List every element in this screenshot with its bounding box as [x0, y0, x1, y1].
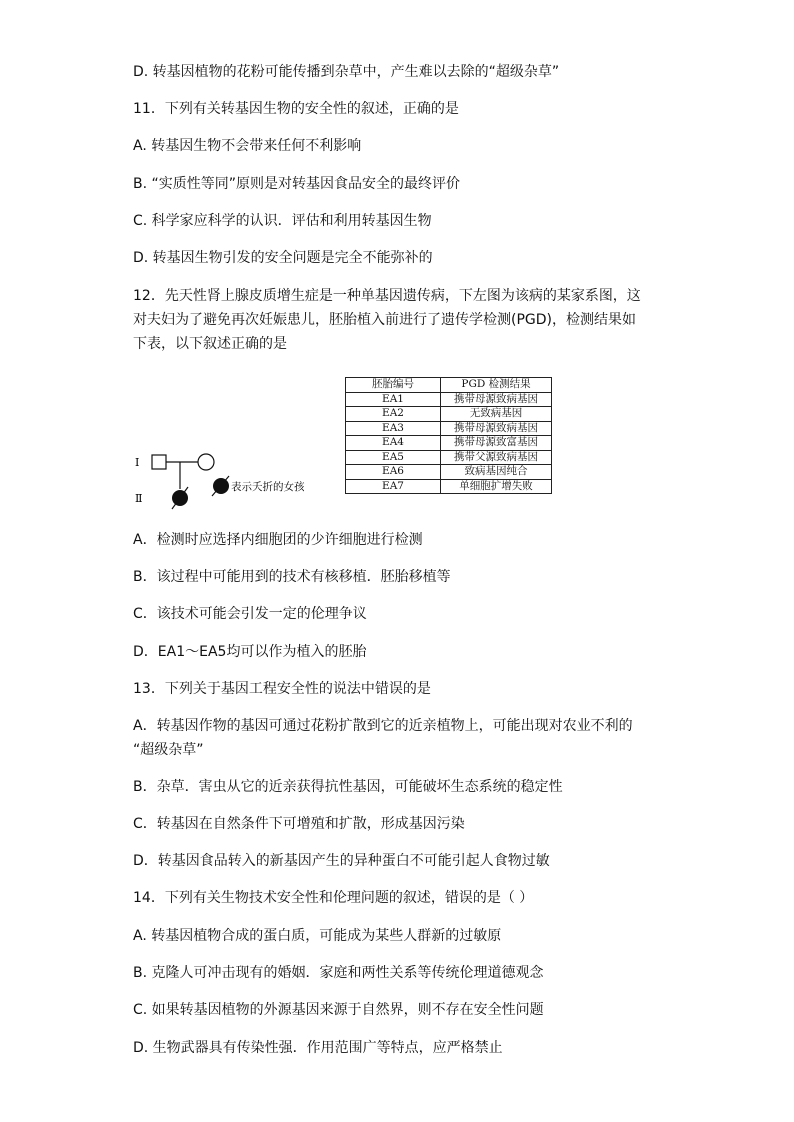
question-12-line1: 12．先天性肾上腺皮质增生症是一种单基因遗传病，下左图为该病的某家系图，这: [133, 288, 641, 304]
pgd-result: 携带父源致病基因: [441, 450, 552, 465]
q14-option-c: C. 如果转基因植物的外源基因来源于自然界，则不存在安全性问题: [133, 1002, 544, 1018]
table-header-row: [346, 378, 552, 393]
question-12-line2: 对夫妇为了避免再次妊娠患儿，胚胎植入前进行了遗传学检测(PGD)，检测结果如: [133, 312, 636, 328]
q12-option-d: D．EA1～EA5均可以作为植入的胚胎: [133, 644, 367, 660]
table-row: [346, 479, 552, 494]
line-d-pollen: D. 转基因植物的花粉可能传播到杂草中，产生难以去除的“超级杂草”: [133, 64, 560, 80]
q14-option-b: B. 克隆人可冲击现有的婚姻．家庭和两性关系等传统伦理道德观念: [133, 965, 544, 981]
q13-option-d: D．转基因食品转入的新基因产生的异种蛋白不可能引起人食物过敏: [133, 853, 550, 869]
question-11: 11．下列有关转基因生物的安全性的叙述，正确的是: [133, 101, 459, 117]
embryo-id: EA5: [346, 450, 441, 465]
pgd-result: 携带母源致病基因: [441, 421, 552, 436]
pgd-result: 携带母源致病基因: [441, 392, 552, 407]
header-embryo-id: 胚胎编号: [346, 378, 441, 393]
table-row: [346, 436, 552, 451]
embryo-id: EA6: [346, 465, 441, 480]
q12-option-c: C．该技术可能会引发一定的伦理争议: [133, 606, 367, 622]
legend-label: 表示夭折的女孩: [231, 481, 305, 493]
pgd-result: 致病基因纯合: [441, 465, 552, 480]
question-14: 14．下列有关生物技术安全性和伦理问题的叙述，错误的是（ ）: [133, 890, 534, 906]
q11-option-a: A. 转基因生物不会带来任何不利影响: [133, 138, 362, 154]
father-square: [152, 455, 166, 469]
pgd-result: 携带母源致富基因: [441, 436, 552, 451]
pgd-result: 无致病基因: [441, 407, 552, 422]
q14-option-a: A. 转基因植物合成的蛋白质，可能成为某些人群新的过敏原: [133, 928, 502, 944]
generation-1-label: I: [135, 456, 140, 469]
pedigree-chart: [130, 445, 360, 515]
q13-option-a-line1: A．转基因作物的基因可通过花粉扩散到它的近亲植物上，可能出现对农业不利的: [133, 718, 633, 734]
embryo-id: EA7: [346, 479, 441, 494]
table-row: [346, 407, 552, 422]
table-row: [346, 421, 552, 436]
q11-option-b: B. “实质性等同”原则是对转基因食品安全的最终评价: [133, 176, 461, 192]
pgd-result-table: [345, 377, 552, 494]
question-12-line3: 下表，以下叙述正确的是: [133, 336, 287, 352]
q12-option-a: A．检测时应选择内细胞团的少许细胞进行检测: [133, 532, 423, 548]
pgd-result: 单细胞扩增失败: [441, 479, 552, 494]
q13-option-a-line2: “超级杂草”: [133, 742, 204, 758]
embryo-id: EA4: [346, 436, 441, 451]
table-row: [346, 450, 552, 465]
generation-2-label: Ⅱ: [135, 492, 143, 505]
embryo-id: EA2: [346, 407, 441, 422]
mother-circle: [198, 454, 214, 470]
header-pgd-result: PGD 检测结果: [441, 378, 552, 393]
q14-option-d: D. 生物武器具有传染性强．作用范围广等特点，应严格禁止: [133, 1040, 503, 1056]
q11-option-c: C. 科学家应科学的认识．评估和利用转基因生物: [133, 213, 432, 229]
q11-option-d: D. 转基因生物引发的安全问题是完全不能弥补的: [133, 250, 433, 266]
table-row: [346, 392, 552, 407]
embryo-id: EA3: [346, 421, 441, 436]
table-row: [346, 465, 552, 480]
q13-option-c: C．转基因在自然条件下可增殖和扩散，形成基因污染: [133, 816, 465, 832]
q13-option-b: B．杂草．害虫从它的近亲获得抗性基因，可能破坏生态系统的稳定性: [133, 779, 563, 795]
embryo-id: EA1: [346, 392, 441, 407]
question-13: 13．下列关于基因工程安全性的说法中错误的是: [133, 681, 431, 697]
q12-option-b: B．该过程中可能用到的技术有核移植．胚胎移植等: [133, 569, 451, 585]
